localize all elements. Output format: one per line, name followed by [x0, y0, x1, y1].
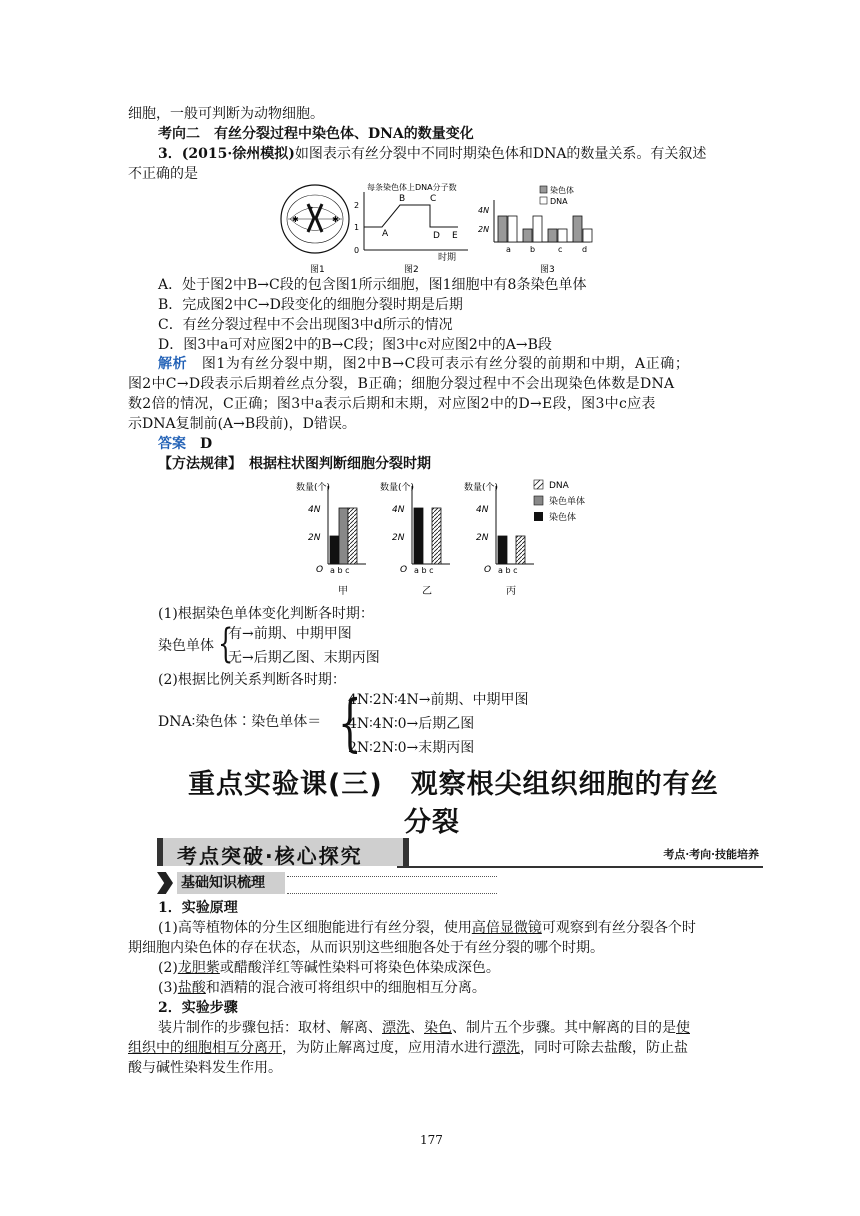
- subsection-label: 基础知识梳理: [177, 872, 285, 894]
- question-line: 不正确的是: [128, 166, 198, 182]
- fig2-point-d: D: [433, 231, 440, 241]
- fig2-tick-0: 0: [354, 246, 360, 255]
- underlined-term: 龙胆紫: [177, 960, 220, 976]
- bar-d-chromosome: [573, 216, 582, 242]
- text-span: (3): [158, 980, 178, 996]
- text-span: (1)高等植物体的分生区细胞能进行有丝分裂，使用: [158, 920, 472, 936]
- chapter-title-line2: 分裂: [404, 807, 460, 838]
- chart-caption: 乙: [422, 586, 432, 597]
- page-number: 177: [420, 1133, 443, 1147]
- svg-text:•: •: [310, 205, 314, 212]
- banner-rule: [397, 866, 763, 868]
- section-heading: 1．实验原理: [158, 900, 238, 916]
- chevron-right-icon: [157, 872, 173, 894]
- fig3-tick-4n: 4N: [478, 206, 490, 215]
- tick-4n: 4N: [476, 505, 489, 515]
- bar-jia-dna: [348, 508, 357, 564]
- line-chart: [354, 182, 468, 263]
- text-span: ，为防止解离过度，应用清水进行: [282, 1040, 492, 1056]
- fig3-tick-2n: 2N: [478, 225, 490, 234]
- analysis-label: 解析: [158, 356, 188, 372]
- bar-yi-chromosome: [414, 508, 423, 564]
- origin-label: O: [316, 565, 324, 575]
- answer-value: D: [200, 436, 213, 452]
- paragraph-line: [158, 1018, 690, 1038]
- method-heading: 【方法规律】 根据柱状图判断细胞分裂时期: [158, 456, 431, 472]
- text-span: 和酒精的混合液可将组织中的细胞相互分离。: [205, 980, 486, 996]
- option-d: D．图3中a可对应图2中的B→C段；图3中c对应图2中的A→B段: [158, 337, 552, 353]
- section-banner: [157, 838, 763, 868]
- tick-4n: 4N: [308, 505, 321, 515]
- rule-2-label: DNA∶染色体∶染色单体＝: [158, 714, 322, 730]
- brace-icon: {: [338, 686, 362, 759]
- bar-bing-dna: [516, 536, 525, 564]
- bar-b-chromosome: [523, 229, 532, 242]
- bar-a-chromosome: [498, 216, 507, 242]
- figure-group-top: [278, 182, 600, 276]
- bar-c-dna: [558, 229, 567, 242]
- underlined-term: 盐酸: [177, 980, 206, 996]
- svg-text:✱: ✱: [292, 215, 299, 224]
- tick-2n: 2N: [476, 533, 489, 543]
- underlined-term: 使: [676, 1020, 690, 1036]
- underlined-term: 组织中的细胞相互分离开: [128, 1040, 282, 1056]
- bar-c-chromosome: [548, 229, 557, 242]
- analysis-line: 数2倍的情况，C正确；图3中a表示后期和末期，对应图2中的D→E段，图3中c应表: [128, 396, 656, 412]
- rule-1-label: 染色单体: [158, 638, 214, 654]
- question-source: (2015·徐州模拟): [181, 146, 295, 162]
- tick-4n: 4N: [392, 505, 405, 515]
- fig3-cat-c: c: [558, 245, 563, 254]
- paragraph-line: [158, 978, 486, 998]
- fig2-tick-2: 2: [354, 201, 360, 210]
- analysis-text: 图1为有丝分裂中期，图2中B→C段可表示有丝分裂的前期和中期，A正确；: [201, 356, 690, 372]
- option-a: A．处于图2中B→C段的包含图1所示细胞，图1细胞中有8条染色单体: [158, 277, 587, 293]
- y-axis-label: 数量(个): [296, 483, 331, 493]
- origin-label: O: [484, 565, 492, 575]
- text-line: 细胞，一般可判断为动物细胞。: [128, 106, 324, 122]
- fig1-caption: 图1: [310, 265, 325, 275]
- paragraph-line: 期细胞内染色体的存在状态，从而识别这些细胞各处于有丝分裂的哪个时期。: [128, 940, 604, 956]
- fig2-caption: 图2: [404, 265, 419, 275]
- rule-2-b: 4N∶4N∶0→后期乙图: [348, 716, 475, 732]
- chart-caption: 甲: [338, 586, 348, 597]
- category-ticks: a b c: [414, 566, 434, 575]
- chart-caption: 丙: [506, 586, 516, 597]
- bar-bing-chromosome: [498, 536, 507, 564]
- brace-icon: {: [218, 621, 234, 667]
- bar-jia-chromatid: [339, 508, 348, 564]
- fig2-ylabel: 每条染色体上DNA分子数: [367, 183, 457, 192]
- tick-2n: 2N: [392, 533, 405, 543]
- rule-1-title: (1)根据染色单体变化判断各时期：: [158, 606, 374, 622]
- question-number: 3．: [158, 146, 182, 162]
- text-span: ，同时可除去盐酸，防止盐: [520, 1040, 688, 1056]
- bar-b-dna: [533, 216, 542, 242]
- fig3-legend-chromosome: 染色体: [550, 186, 574, 195]
- paragraph-line: [158, 918, 696, 938]
- banner-bar: [157, 838, 409, 866]
- bar-a-dna: [508, 216, 517, 242]
- fig2-xlabel: 时期: [438, 253, 457, 263]
- y-axis-label: 数量(个): [380, 483, 415, 493]
- chapter-title-line1: 重点实验课(三) 观察根尖组织细胞的有丝: [188, 769, 719, 800]
- bar-d-dna: [583, 229, 592, 242]
- legend-chromatid: 染色单体: [549, 497, 586, 507]
- paragraph-line: 酸与碱性染料发生作用。: [128, 1060, 282, 1076]
- text-span: 装片制作的步骤包括：取材、解离、: [158, 1020, 382, 1036]
- fig2-tick-1: 1: [354, 223, 360, 232]
- text-span: 可观察到有丝分裂各个时: [541, 920, 696, 936]
- tick-2n: 2N: [308, 533, 321, 543]
- analysis-line: 示DNA复制前(A→B段前)，D错误。: [128, 416, 356, 432]
- option-b: B．完成图2中C→D段变化的细胞分裂时期是后期: [158, 297, 463, 313]
- fig2-point-e: E: [452, 231, 458, 241]
- paragraph-line: [128, 1038, 688, 1058]
- legend-dna: DNA: [549, 481, 569, 491]
- svg-text:✱: ✱: [332, 215, 339, 224]
- category-ticks: a b c: [330, 566, 350, 575]
- y-axis-label: 数量(个): [464, 483, 499, 493]
- banner-subtitle: 考点·考向·技能培养: [663, 848, 759, 861]
- banner-title: 考点突破·核心探究: [177, 844, 363, 868]
- bar-chart-bing: [464, 481, 534, 597]
- bar-yi-dna: [432, 508, 441, 564]
- fig3-cat-d: d: [582, 245, 588, 254]
- section-heading: 2．实验步骤: [158, 1000, 238, 1016]
- section-heading: 考向二 有丝分裂过程中染色体、DNA的数量变化: [158, 126, 474, 142]
- cell-diagram: [281, 185, 349, 253]
- underlined-term: 染色: [424, 1020, 452, 1036]
- underlined-term: 漂洗: [492, 1040, 520, 1056]
- answer-line: [158, 434, 212, 454]
- rule-1-b: 无→后期乙图、末期丙图: [228, 650, 380, 666]
- underlined-term: 高倍显微镜: [471, 920, 542, 936]
- text-span: 或醋酸洋红等碱性染料可将染色体染成深色。: [219, 960, 500, 976]
- question-line: [158, 144, 706, 164]
- question-text: 如图表示有丝分裂中不同时期染色体和DNA的数量关系。有关叙述: [294, 146, 707, 162]
- bar-chart-yi: [380, 481, 450, 597]
- dotted-divider: [287, 876, 497, 894]
- legend: [534, 480, 585, 523]
- fig2-point-b: B: [399, 194, 406, 204]
- bar-chart-group: [290, 476, 610, 600]
- bar-chart-fig3: [478, 185, 592, 254]
- analysis-line: [158, 354, 689, 374]
- analysis-line: 图2中C→D段表示后期着丝点分裂，B正确；细胞分裂过程中不会出现染色体数是DNA: [128, 376, 675, 392]
- rule-2-title: (2)根据比例关系判断各时期：: [158, 672, 346, 688]
- subsection-tag: [157, 872, 497, 896]
- rule-2-a: 4N∶2N∶4N→前期、中期甲图: [348, 692, 529, 708]
- category-ticks: a b c: [498, 566, 518, 575]
- origin-label: O: [400, 565, 408, 575]
- text-span: 、制片五个步骤。其中解离的目的是: [452, 1020, 676, 1036]
- rule-2-c: 2N∶2N∶0→末期丙图: [348, 740, 475, 756]
- legend-chromosome: 染色体: [549, 513, 577, 523]
- fig2-point-a: A: [382, 229, 389, 239]
- option-c: C．有丝分裂过程中不会出现图3中d所示的情况: [158, 317, 453, 333]
- fig3-caption: 图3: [540, 265, 555, 275]
- rule-1-a: 有→前期、中期甲图: [228, 626, 352, 642]
- bar-jia-chromosome: [330, 536, 339, 564]
- underlined-term: 漂洗: [382, 1020, 410, 1036]
- paragraph-line: [158, 958, 500, 978]
- bar-chart-jia: [296, 481, 366, 597]
- fig3-cat-a: a: [506, 245, 511, 254]
- fig3-legend-dna: DNA: [550, 197, 568, 206]
- text-span: (2): [158, 960, 178, 976]
- answer-label: 答案: [158, 436, 186, 452]
- fig2-point-c: C: [430, 194, 437, 204]
- fig3-cat-b: b: [530, 245, 536, 254]
- text-span: 、: [410, 1020, 424, 1036]
